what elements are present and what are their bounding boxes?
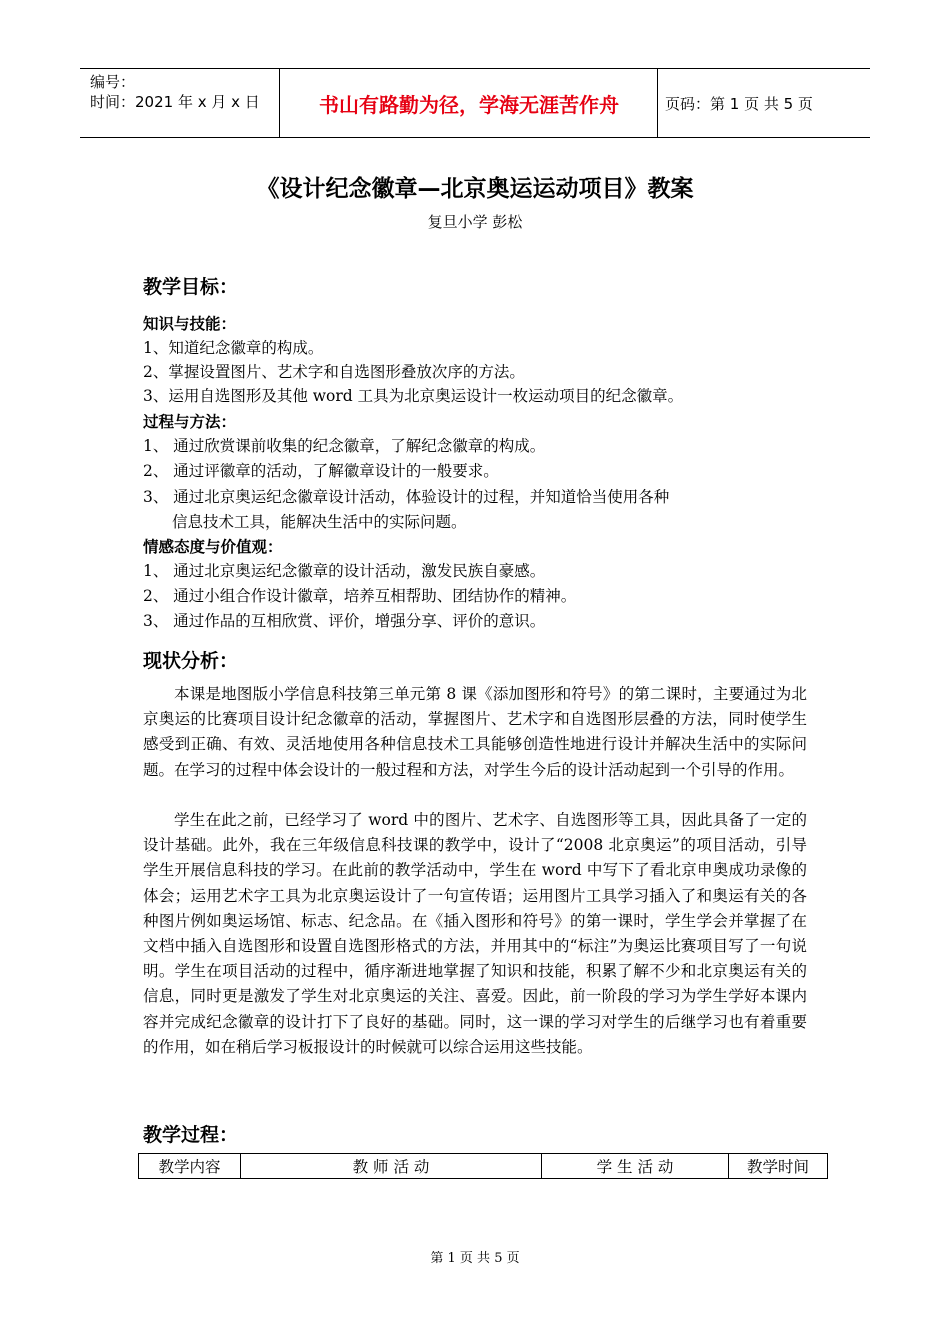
process-item-continued: 信息技术工具，能解决生活中的实际问题。	[172, 513, 467, 531]
table-header-cell: 学 生 活 动	[542, 1154, 729, 1179]
table-header-cell: 教学时间	[729, 1154, 828, 1179]
process-item: 3、 通过北京奥运纪念徽章设计活动，体验设计的过程，并知道恰当使用各种	[143, 488, 670, 506]
knowledge-item: 2、掌握设置图片、艺术字和自选图形叠放次序的方法。	[143, 363, 525, 381]
header-meta	[90, 72, 260, 112]
process-item: 1、 通过欣赏课前收集的纪念徽章，了解纪念徽章的构成。	[143, 437, 546, 455]
document-title: 《设计纪念徽章—北京奥运运动项目》教案	[256, 176, 694, 202]
knowledge-item: 1、知道纪念徽章的构成。	[143, 339, 324, 357]
analysis-heading: 现状分析：	[143, 650, 239, 672]
knowledge-item: 3、运用自选图形及其他 word 工具为北京奥运设计一枚运动项目的纪念徽章。	[143, 387, 684, 405]
analysis-paragraph: 学生在此之前，已经学习了 word 中的图片、艺术字、自选图形等工具，因此具备了一定的设计基础。此外，我在三年级信息科技课的教学中，设计了“2008 北京奥运”的项目活动，引导学生开展信息科技的学习。在此前的教学活动中，学生在 word 中写下了看北京申奥成功录像的体会；运用艺术字工具为北京奥运设计了一句宣传语；运用图片工具学习插入了和奥运有关的各种图片例如奥运场馆、标志、纪念品。在《插入图形和符号》的第一课时，学生学会并掌握了在文档中插入自选图形和设置自选图形格式的方法，并用其中的“标注”为奥运比赛项目写了一句说明。学生在项目活动的过程中，循序渐进地掌握了知识和技能，积累了解不少和北京奥运有关的信息，同时更是激发了学生对北京奥运的关注、喜爱。因此，前一阶段的学习为学生学好本课内容并完成纪念徽章的设计打下了良好的基础。同时，这一课的学习对学生的后继学习也有着重要的作用，如在稍后学习板报设计的时候就可以综合运用这些技能。	[143, 811, 807, 1056]
document-author: 复旦小学 彭松	[427, 213, 523, 231]
attitude-item: 3、 通过作品的互相欣赏、评价，增强分享、评价的意识。	[143, 612, 546, 630]
objectives-heading: 教学目标：	[143, 276, 239, 298]
attitude-heading: 情感态度与价值观：	[143, 538, 283, 556]
knowledge-heading: 知识与技能：	[143, 315, 237, 333]
attitude-item: 1、 通过北京奥运纪念徽章的设计活动，激发民族自豪感。	[143, 562, 546, 580]
header-motto: 书山有路勤为径，学海无涯苦作舟	[319, 92, 619, 117]
table-header-cell: 教 师 活 动	[241, 1154, 542, 1179]
page-footer: 第 1 页 共 5 页	[430, 1251, 520, 1266]
teaching-process-heading: 教学过程：	[143, 1124, 239, 1146]
code-label: 编号：	[90, 73, 136, 91]
table-header-row	[139, 1154, 828, 1179]
attitude-item: 2、 通过小组合作设计徽章，培养互相帮助、团结协作的精神。	[143, 587, 577, 605]
table-header-cell: 教学内容	[139, 1154, 241, 1179]
page-header	[80, 68, 870, 138]
analysis-paragraph: 本课是地图版小学信息科技第三单元第 8 课《添加图形和符号》的第二课时，主要通过为北京奥运的比赛项目设计纪念徽章的活动，掌握图片、艺术字和自选图形层叠的方法，同时使学生感受到正确、有效、灵活地使用各种信息技术工具能够创造性地进行设计并解决生活中的实际问题。在学习的过程中体会设计的一般过程和方法，对学生今后的设计活动起到一个引导的作用。	[143, 685, 807, 779]
process-item: 2、 通过评徽章的活动，了解徽章设计的一般要求。	[143, 462, 499, 480]
date-label: 时间：2021 年 x 月 x 日	[90, 93, 260, 111]
teaching-process-table	[138, 1153, 828, 1179]
header-page-info: 页码：第 1 页 共 5 页	[665, 95, 813, 113]
process-heading: 过程与方法：	[143, 413, 237, 431]
